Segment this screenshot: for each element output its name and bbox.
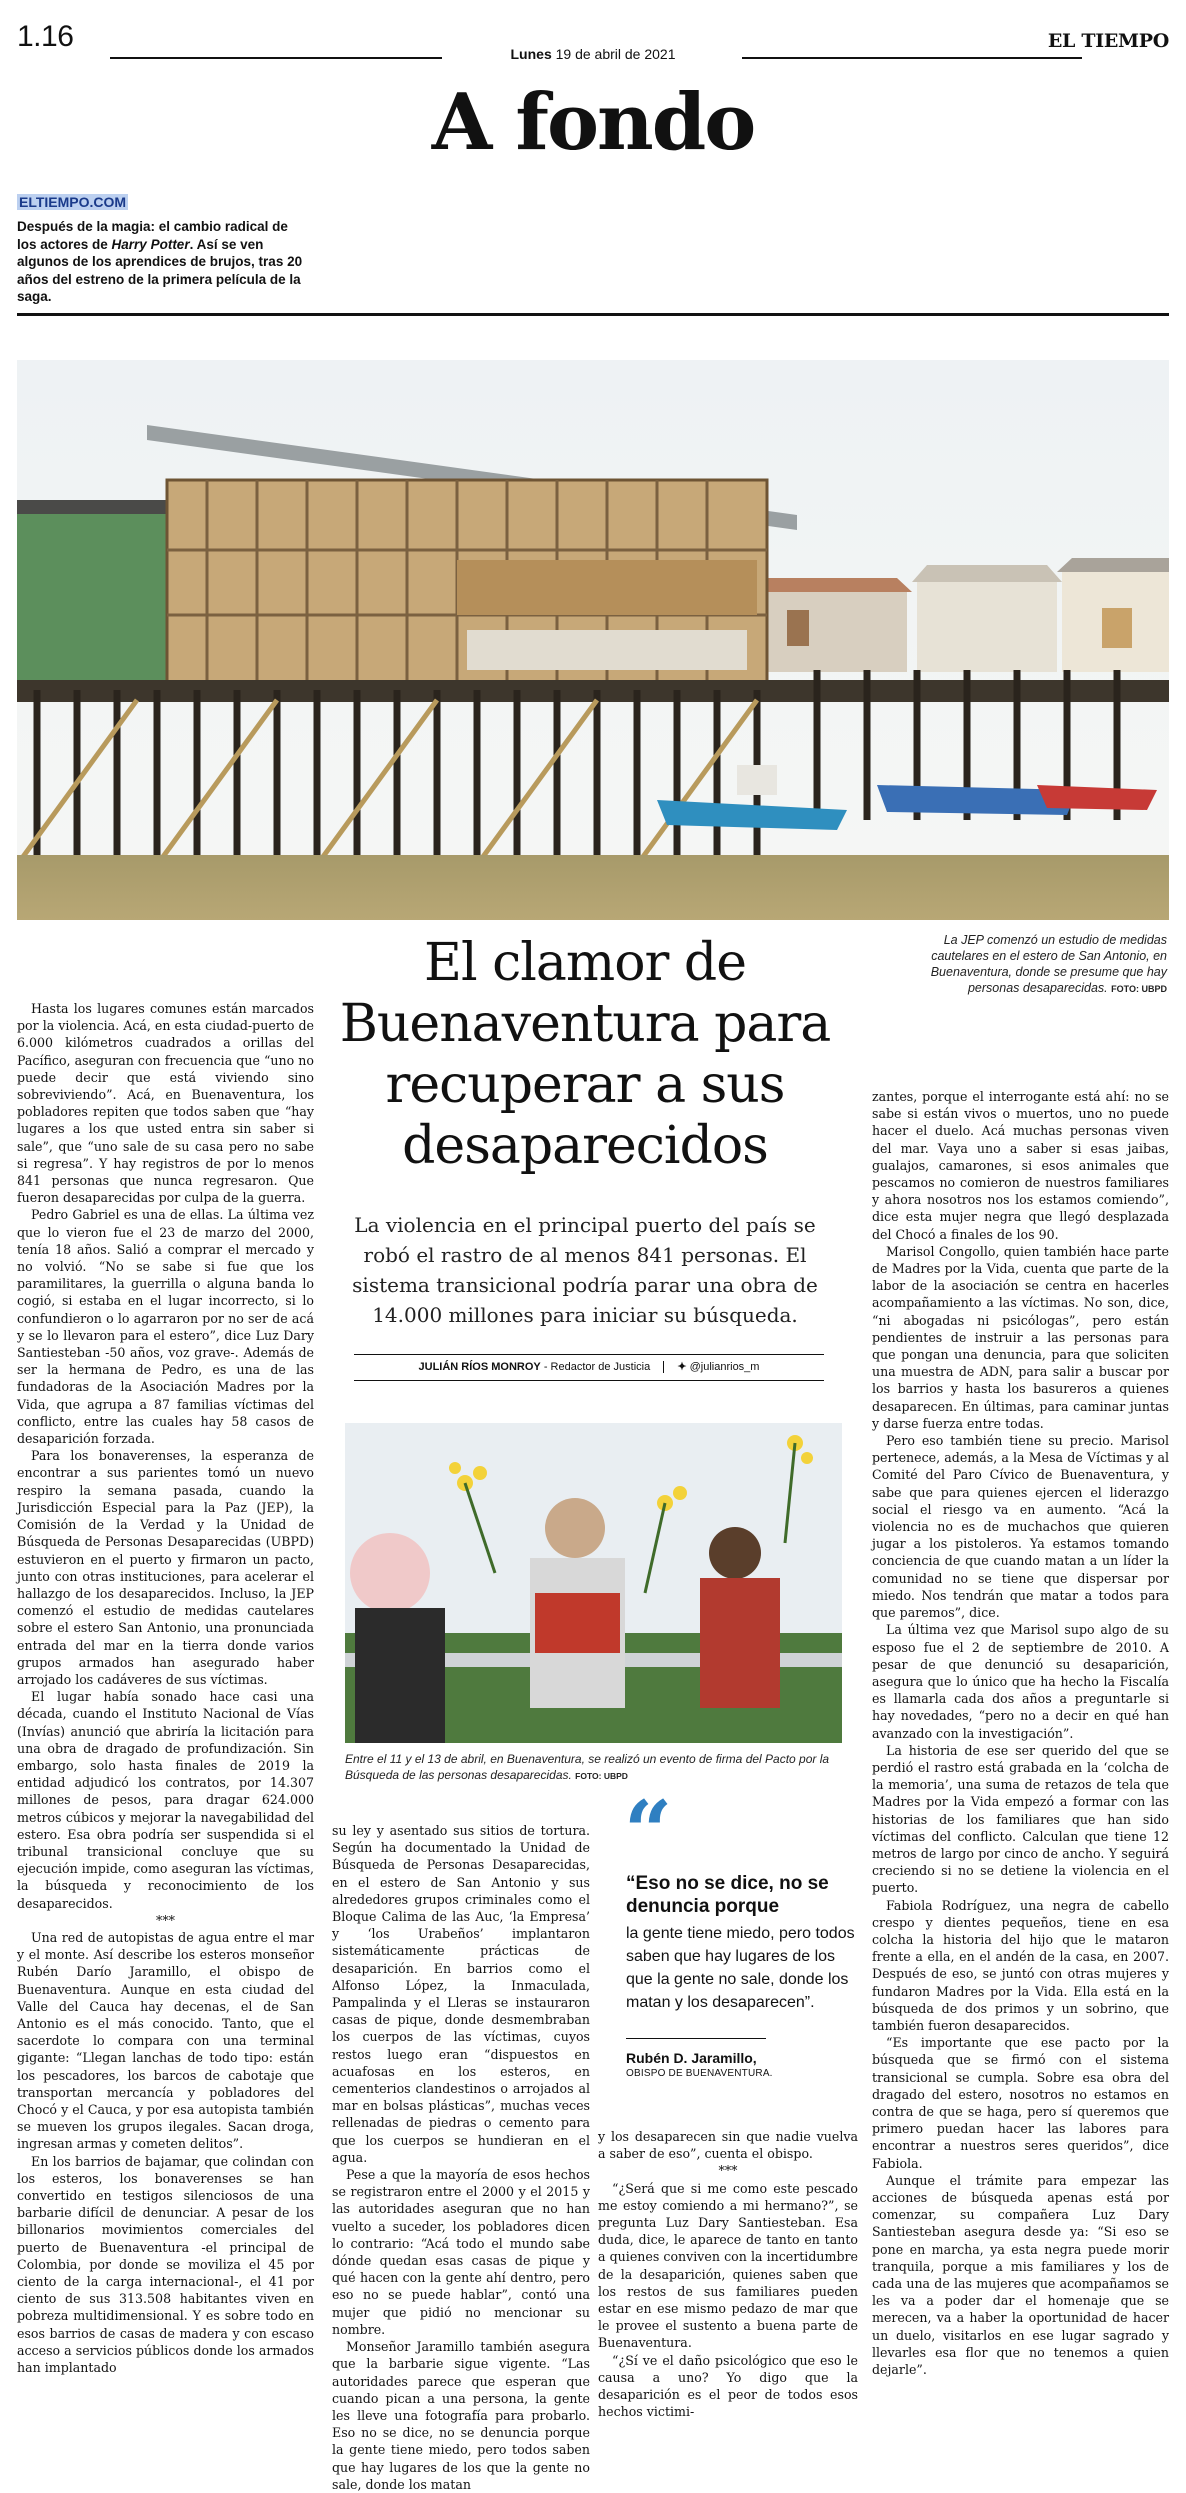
date-line	[0, 46, 1186, 62]
teaser-before: Después de la magia: el cambio radical de los actores de	[17, 219, 288, 252]
paragraph: Marisol Congollo, quien también hace parte de Madres por la Vida, cuenta que parte de la labor de la asociación se centra en hacerles acompañamiento a las víctimas. No son, dice, “ni abogadas ni psicólogas”, pero están pendientes de instruir a las personas para que pongan una denuncia, para que soliciten una muestra de ADN, para salir a buscar por los barrios y hasta los basureros a quienes desaparecen. En últimas, para caminar juntas y darse fuerza entre todas.	[872, 1243, 1169, 1431]
article-headline: El clamor de Buenaventura para recuperar a sus desaparecidos	[339, 933, 831, 1176]
main-caption-text: La JEP comenzó un estudio de medidas cautelares en el estero de San Antonio, en Buenaventura, donde se presume que hay personas desaparecidas.	[930, 933, 1167, 995]
byline-handle[interactable]: @julianrios_m	[689, 1361, 760, 1373]
teaser-after: . Así se ven algunos de los aprendices de brujos, tras 20 años del estreno de la primera película de la saga.	[17, 236, 303, 304]
paragraph: Aunque el trámite para empezar las acciones de búsqueda apenas está por comenzar, su compañera Luz Dary Santiesteban asegura desde ya: “Si eso se pone en marcha, ya esta negra puede morir tranquila, porque a mis familiares y los de cada una de las mujeres que acompañamos se les va a poder dar el homenaje que se merecen, va a haber la oportunidad de hacer un duelo, visitarlos en ese lugar sagrado y llevarles esa flor que no tenemos a quien dejarle”.	[872, 2172, 1169, 2378]
quote-mark-icon: “	[624, 1782, 673, 1881]
paragraph: Fabiola Rodríguez, una negra de cabello crespo y dientes pequeños, tiene en esa colcha la historia del hijo que le mataron frente a ella, en el andén de la casa, en 2007. Después de eso, se juntó con otras mujeres y fundaron Madres por la Vida. Ella está en la búsqueda de dos primos y un sobrino, que también fueron desaparecidos.	[872, 1897, 1169, 2033]
paragraph: “Es importante que ese pacto por la búsqueda que se firmó con el sistema transicional se cumpla. Sobre esa obra del dragado del estero, nosotros no estamos en contra de que se haga, pero sí queremos que primero puedan hacer las labores para encontrar a nuestros seres queridos”, dice Fabiola.	[872, 2035, 1169, 2171]
date-day: Lunes	[510, 46, 552, 62]
paragraph: La última vez que Marisol supo algo de su esposo fue el 2 de septiembre de 2010. A pesar de que denunció su desaparición, asegura que lo único que ha hecho la Fiscalía es llamarla cada dos años a preguntarle si hay novedades, “pero no a decir en qué han avanzado con la investigación”.	[872, 1622, 1169, 1741]
section-break: ***	[156, 1912, 175, 1928]
header-rule-right	[742, 57, 1082, 59]
article-column-1	[17, 1000, 314, 2376]
web-tag[interactable]: ELTIEMPO.COM	[19, 194, 127, 210]
byline-name: JULIÁN RÍOS MONROY	[418, 1361, 541, 1373]
pull-quote-headline: “Eso no se dice, no se denuncia porque	[626, 1873, 829, 1917]
teaser-italic: Harry Potter	[111, 236, 190, 252]
paragraph: Pedro Gabriel es una de ellas. La última vez que lo vieron fue el 23 de marzo del 2000, tenía 18 años. Salió a comprar el mercado y no volvió. “No se sabe si fue que los paramilitares, la guerrilla o alguna banda lo cogió, si estaba en el lugar incorrecto, si lo confundieron o lo agarraron por no ser de acá y se lo llevaron para el estero”, dice Luz Dary Santiesteban -50 años, voz grave-. Además de ser la hermana de Pedro, es una de las fundadoras de la Asociación Madres por la Vida, que agrupa a 87 familias víctimas del conflicto, entre las cuales hay 58 casos de desaparición forzada.	[17, 1207, 314, 1447]
paragraph: Hasta los lugares comunes están marcados por la violencia. Acá, en esta ciudad-puerto de 6.000 kilómetros cuadrados a orillas del Pacífico, aseguran con frecuencia que “uno no puede decir que está viviendo sino sobreviviendo”. Acá, en Buenaventura, los pobladores repiten que todos saben que “hay lugares a los que usted entra sin saber si sale”, que “uno sale de su casa pero no sabe si regresa”. Y hay registros de por lo menos 841 personas que nunca regresaron. Que fueron desaparecidas por culpa de la guerra.	[17, 1001, 314, 1206]
page-number: 1.16	[17, 20, 74, 53]
section-break: ***	[718, 2163, 738, 2179]
flower-event-illustration	[345, 1423, 842, 1743]
paragraph: Pero eso también tiene su precio. Marisol pertenece, además, a la Mesa de Víctimas y al Comité del Paro Cívico de Buenaventura, y sabe que para quienes ejercen el liderazgo social el riesgo va en aumento. “Acá la violencia no es de muchachos que quieren jugar a los pistoleros. Ya estamos tomando conciencia de que cuando matan a un líder la comunidad no se tiene que dispersar por miedo. Nos tendrán que matar a todos para que paremos”, dice.	[872, 1433, 1169, 1621]
section-divider	[17, 313, 1169, 316]
event-caption-credit: FOTO: UBPD	[575, 1770, 628, 1781]
main-photo-caption	[912, 932, 1167, 997]
article-column-4	[872, 1088, 1169, 2378]
brand-logo: EL TIEMPO	[1047, 30, 1169, 52]
event-caption-text: Entre el 11 y el 13 de abril, en Buenaventura, se realizó un evento de firma del Pacto por la Búsqueda de las personas desaparecidas.	[345, 1752, 830, 1782]
byline-rule-bottom	[354, 1380, 824, 1381]
stilt-houses-illustration	[17, 360, 1169, 920]
main-photo	[17, 360, 1169, 920]
paragraph: La historia de ese ser querido del que se perdió el rastro está grabada en la ‘colcha de la memoria’, una suma de retazos de tela que Madres por la Vida empezó a formar con las historias de los familiares que han sido víctimas del conflicto. Calculan que tiene 12 metros de largo por cinco de ancho. Y seguirá creciendo si no se detiene la violencia en el puerto.	[872, 1742, 1169, 1896]
paragraph: El lugar había sonado hace casi una década, cuando el Instituto Nacional de Vías (Invías) anunció que abriría la licitación para una obra de dragado de profundización. Sin embargo, solo hasta finales de 2019 la entidad adjudicó los contratos, por 14.307 millones de pesos, para dragar 624.000 metros cúbicos y mejorar la navegabilidad del estero. Esa obra podría ser suspendida si el tribunal transicional concluye que su ejecución impide, como aseguran las víctimas, la búsqueda y reconocimiento de los desaparecidos.	[17, 1689, 314, 1911]
paragraph: “¿Será que si me como este pescado me estoy comiendo a mi hermano?”, se pregunta Luz Dary Santiesteban. Esa duda, dice, le aparece de tanto en tanto a quienes conviven con la incertidumbre de la desaparición, quienes saben que los restos de sus familiares pueden estar en ese mismo pedazo de mar que le provee el sustento a buena parte de Buenaventura.	[598, 2180, 858, 2351]
event-photo-caption	[345, 1752, 842, 1784]
event-photo	[345, 1423, 842, 1743]
pull-quote-rule	[626, 2038, 766, 2039]
paragraph: Pese a que la mayoría de esos hechos se registraron entre el 2000 y el 2015 y las autoridades aseguran que no han vuelto a suceder, los pobladores dicen lo contrario: “Acá todo el mundo sabe dónde quedan esas casas de pique y qué hacen con la gente ahí dentro, pero eso no se puede hablar”, contó una mujer que pidió no mencionar su nombre.	[332, 2167, 590, 2337]
date-rest: 19 de abril de 2021	[551, 46, 676, 62]
paragraph: Para los bonaverenses, la esperanza de encontrar a sus parientes tomó un nuevo respiro la semana pasada, cuando la Jurisdicción Especial para la Paz (JEP), la Comisión de la Verdad y la Unidad de Búsqueda de Personas Desaparecidas (UBPD) estuvieron en el puerto y firmaron un pacto, junto con otras instituciones, para acelerar el hallazgo de los desaparecidos. Incluso, la JEP comenzó el estudio de medidas cautelares sobre el estero San Antonio, una pronunciada entrada del mar en la tierra donde varios grupos armados han asegurado haber arrojado los cadáveres de sus víctimas.	[17, 1448, 314, 1687]
pull-quote-role: OBISPO DE BUENAVENTURA.	[626, 2068, 773, 2079]
article-column-3	[598, 2128, 858, 2420]
paragraph: En los barrios de bajamar, que colindan con los esteros, los bonaverenses se han convertido en testigos silenciosos de una barbarie difícil de denunciar. A pesar de los billonarios movimientos comerciales del puerto de Buenaventura -el principal de Colombia, por donde se moviliza el 45 por ciento de la carga internacional-, el 41 por ciento de sus 313.508 habitantes viven en pobreza multidimensional. Y es sobre todo en esos barrios de casas de madera y con escaso acceso a servicios públicos donde los armados han implantado	[17, 2153, 314, 2376]
paragraph: su ley y asentado sus sitios de tortura. Según ha documentado la Unidad de Búsqueda de Personas Desaparecidas, en el estero de San Antonio y sus alrededores grupos criminales como el Bloque Calima de las Auc, ‘la Empresa’ y ‘los Urabeños’ implantaron sistemáticamente prácticas de desaparición. En barrios como el Alfonso López, la Inmaculada, Pampalinda y el Lleras se instauraron casas de pique, donde desmembraban los cuerpos de las víctimas, cuyos restos luego eran “dispuestos en acuafosas en los esteros, en cementerios clandestinos o arrojados al mar en bolsas plásticas”, muchas veces rellenadas de piedras o cemento para que los cuerpos se hundieran en el agua.	[332, 1823, 590, 2165]
article-column-2	[332, 1822, 590, 2493]
byline-separator	[663, 1361, 664, 1373]
paragraph: Una red de autopistas de agua entre el mar y el monte. Así describe los esteros monseñor Rubén Darío Jaramillo, el obispo de Buenaventura. Aunque en esta ciudad del Valle del Cauca hay decenas, el de San Antonio es el más conocido. Tanto, que el sacerdote lo compara con una terminal gigante: “Llegan lanchas de todo tipo: están los pescadores, los barcos de cabotaje que transportan mercancía y pobladores del Chocó y el Cauca, y por esa autopista también se mueven los grupos ilegales. Sacan droga, ingresan armas y cometen delitos”.	[17, 1929, 314, 2152]
paragraph: Monseñor Jaramillo también asegura que la barbarie sigue vigente. “Las autoridades parece que esperan que cuando pican a una persona, la gente les lleve una fotografía para probarlo. Eso no se dice, no se denuncia porque la gente tiene miedo, pero todos saben que hay lugares de los que la gente no sale, donde los matan	[332, 2339, 590, 2492]
byline-rule-top	[354, 1354, 824, 1355]
teaser-text[interactable]	[17, 218, 307, 306]
paragraph: y los desaparecen sin que nadie vuelva a saber de eso”, cuenta el obispo.	[598, 2129, 858, 2162]
twitter-icon: ✦	[677, 1361, 687, 1373]
pull-quote-body: la gente tiene miedo, pero todos saben que hay lugares de los que la gente no sale, donde los matan y los desaparecen”.	[626, 1925, 855, 2011]
pull-quote-name: Rubén D. Jaramillo,	[626, 2050, 757, 2066]
main-caption-credit: FOTO: UBPD	[1111, 984, 1167, 994]
byline	[354, 1360, 824, 1373]
article-deck: La violencia en el principal puerto del país se robó el rastro de al menos 841 personas. El sistema transicional podría parar una obra de 14.000 millones para iniciar su búsqueda.	[352, 1213, 818, 1327]
paragraph: zantes, porque el interrogante está ahí: no se sabe si están vivos o muertos, uno no puede hacer el duelo. Acá muchas personas viven del mar. Vaya uno a saber si esas jaibas, gualajos, camarones, si esos animales que pescamos no comieron de nuestros familiares y ahora nosotros nos los estamos comiendo”, dice esta mujer negra que llegó desplazada del Chocó a finales de los 90.	[872, 1089, 1169, 1242]
paragraph: “¿Sí ve el daño psicológico que eso le causa a uno? Yo digo que la desaparición es el peor de todos esos hechos victimi-	[598, 2352, 858, 2420]
byline-role: - Redactor de Justicia	[540, 1361, 651, 1373]
section-title: A fondo	[431, 77, 755, 168]
